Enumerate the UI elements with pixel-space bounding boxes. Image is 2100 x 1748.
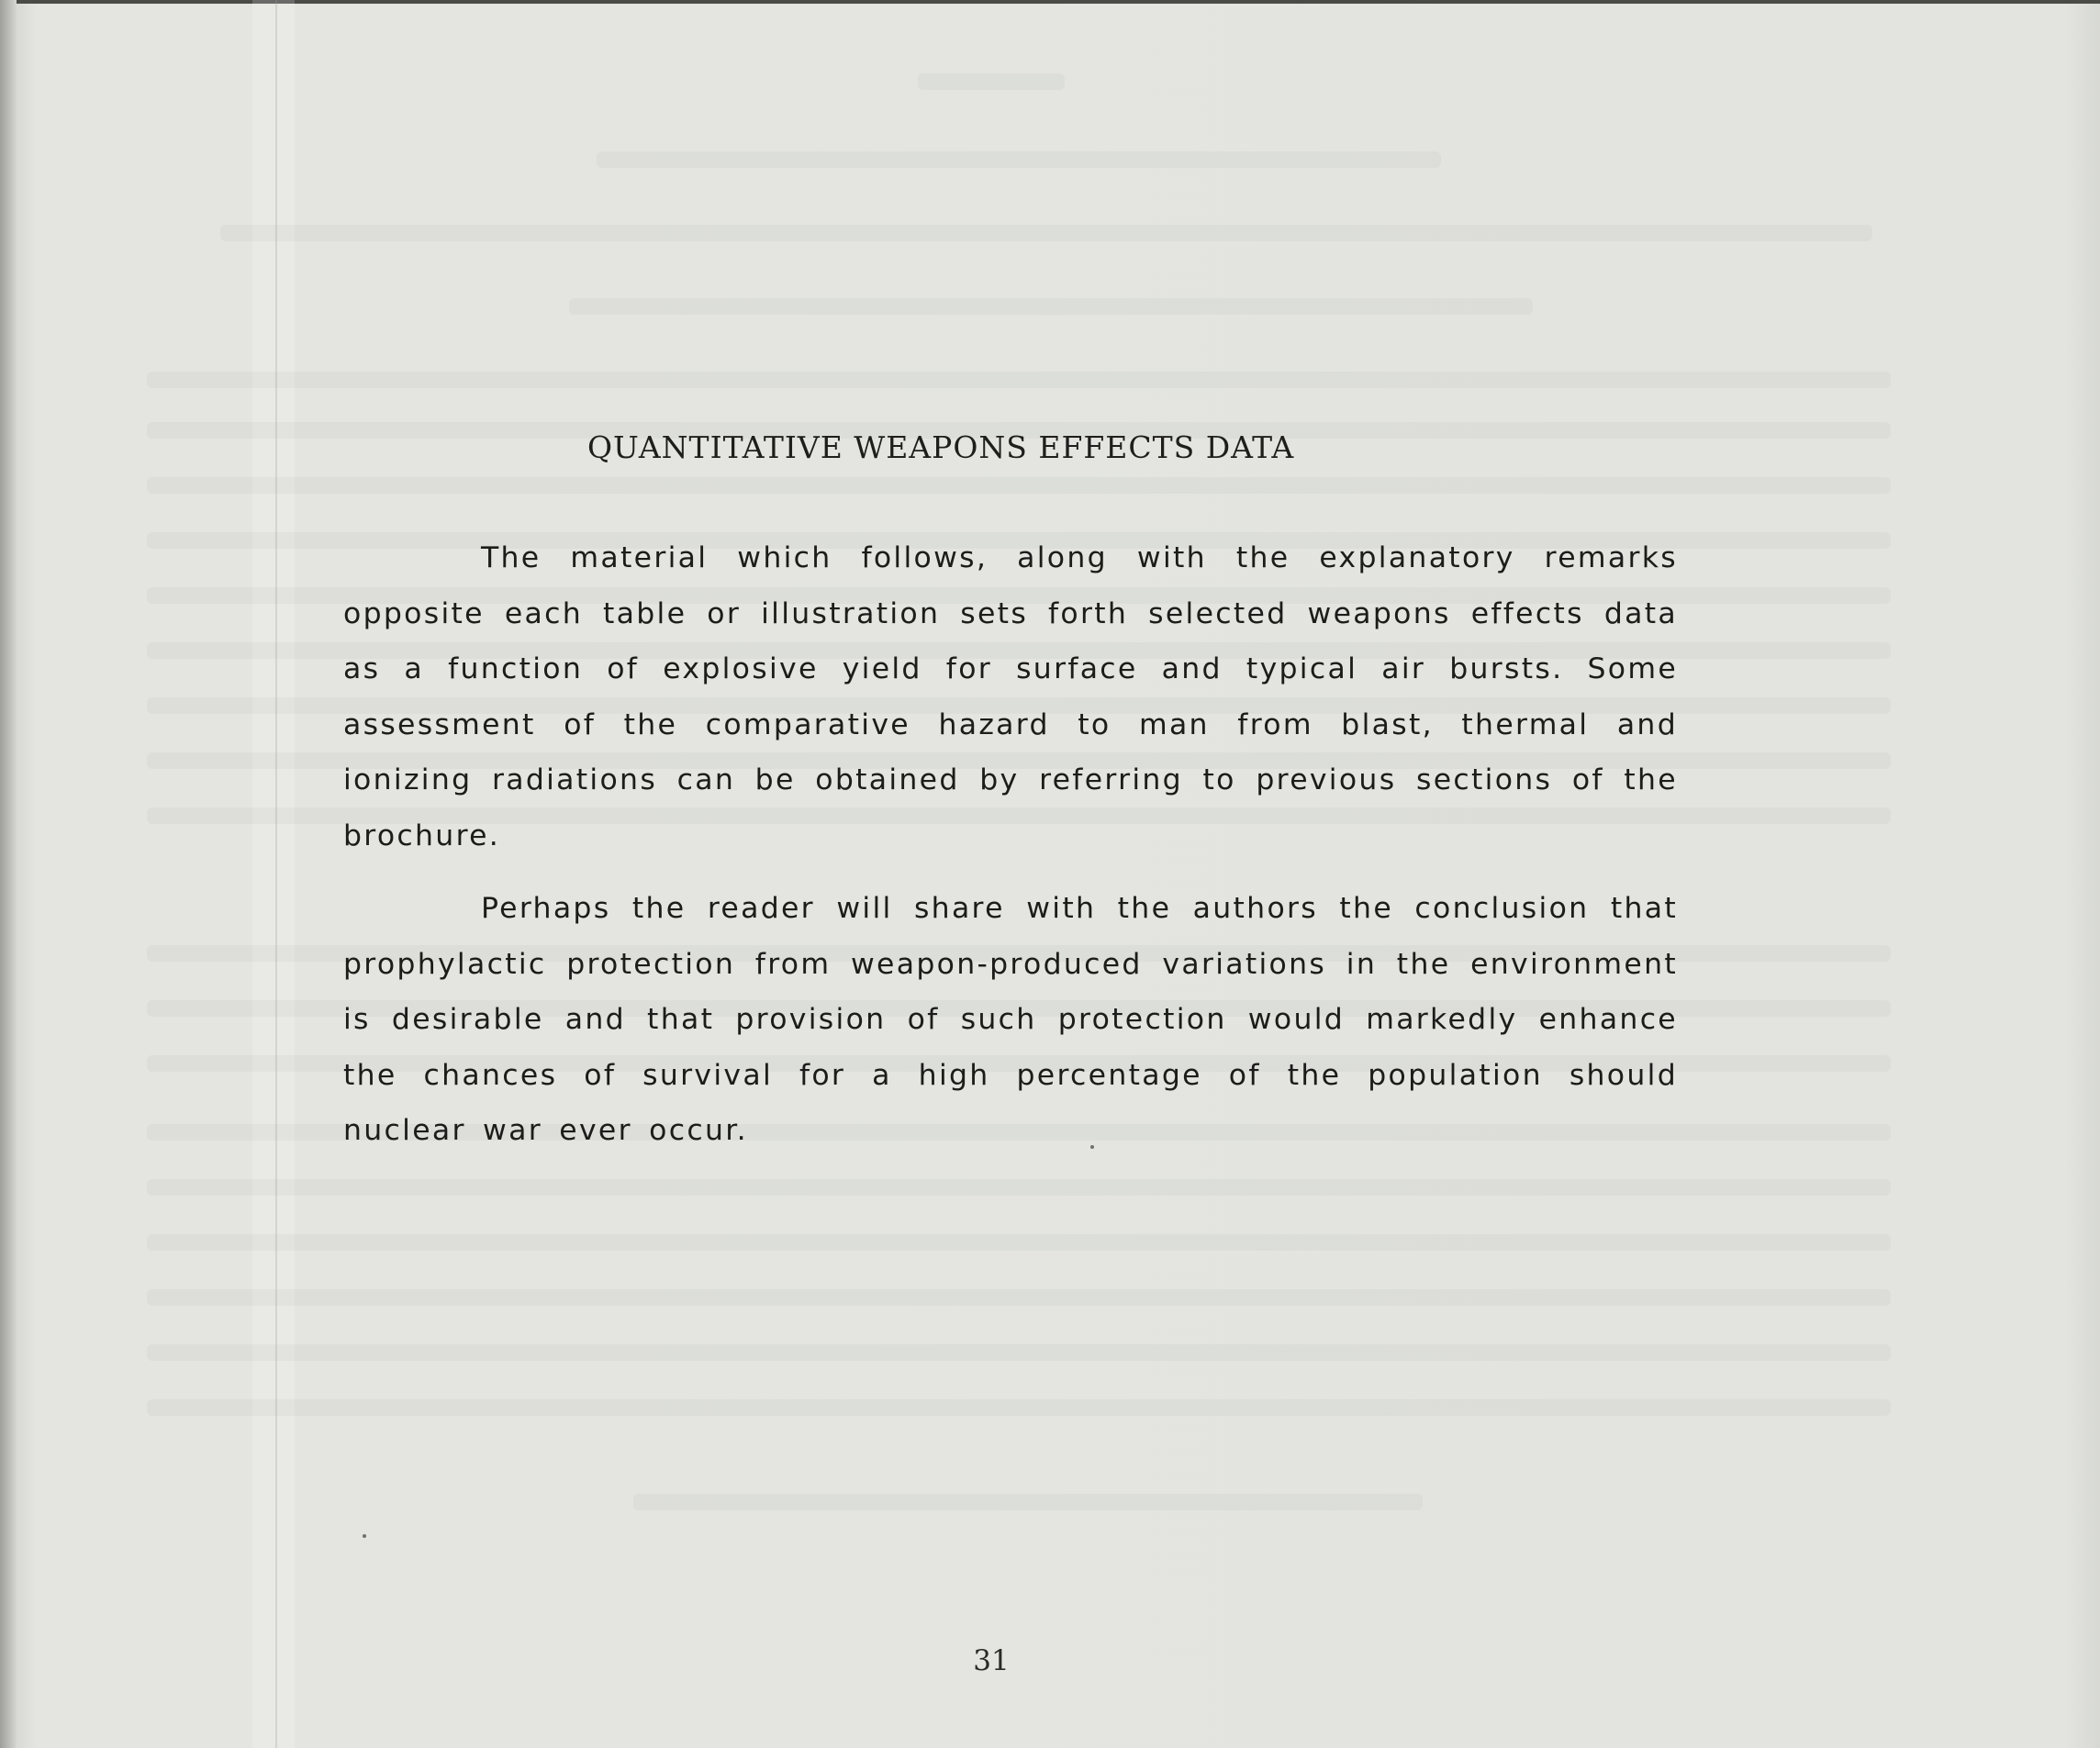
binding-gutter — [252, 0, 295, 1748]
page-number: 31 — [973, 1644, 1010, 1677]
bleed-through-row — [597, 151, 1441, 168]
dust-speck — [1090, 1145, 1094, 1149]
page-top-edge — [0, 0, 2100, 4]
body-paragraph-1: The material which follows, along with the explanatory remarks opposite each table or illustration sets forth selected weapons effects data as a function of explosive yield for surface and typical air bursts. Some assessment of the comparative hazard to man from blast, thermal and ionizing radiations can be obtained by referring to previous sections of the brochure. — [343, 541, 1678, 852]
gutter-fold-line — [275, 0, 277, 1748]
bleed-through-row — [569, 298, 1533, 315]
bleed-through-row — [220, 225, 1872, 241]
bleed-through-row — [147, 372, 1891, 388]
bleed-through-row — [147, 1399, 1891, 1416]
bleed-through-row — [147, 1234, 1891, 1251]
bleed-through-row — [147, 477, 1891, 494]
bleed-through-row — [918, 73, 1065, 90]
bleed-through-row — [147, 1344, 1891, 1361]
bleed-through-row — [147, 1289, 1891, 1306]
dust-speck — [363, 1534, 366, 1538]
bleed-through-row — [147, 1179, 1891, 1196]
page-left-edge — [0, 0, 17, 1748]
page-title: QUANTITATIVE WEAPONS EFFECTS DATA — [587, 429, 1295, 465]
bleed-through-row — [633, 1494, 1423, 1510]
body-paragraph-2: Perhaps the reader will share with the authors the conclusion that prophylactic protection from weapon-produced variations in the environment is desirable and that provision of such protection would markedly enhance the chances of survival for a high percentage of the population should nuclear war ever occur. — [343, 892, 1678, 1147]
